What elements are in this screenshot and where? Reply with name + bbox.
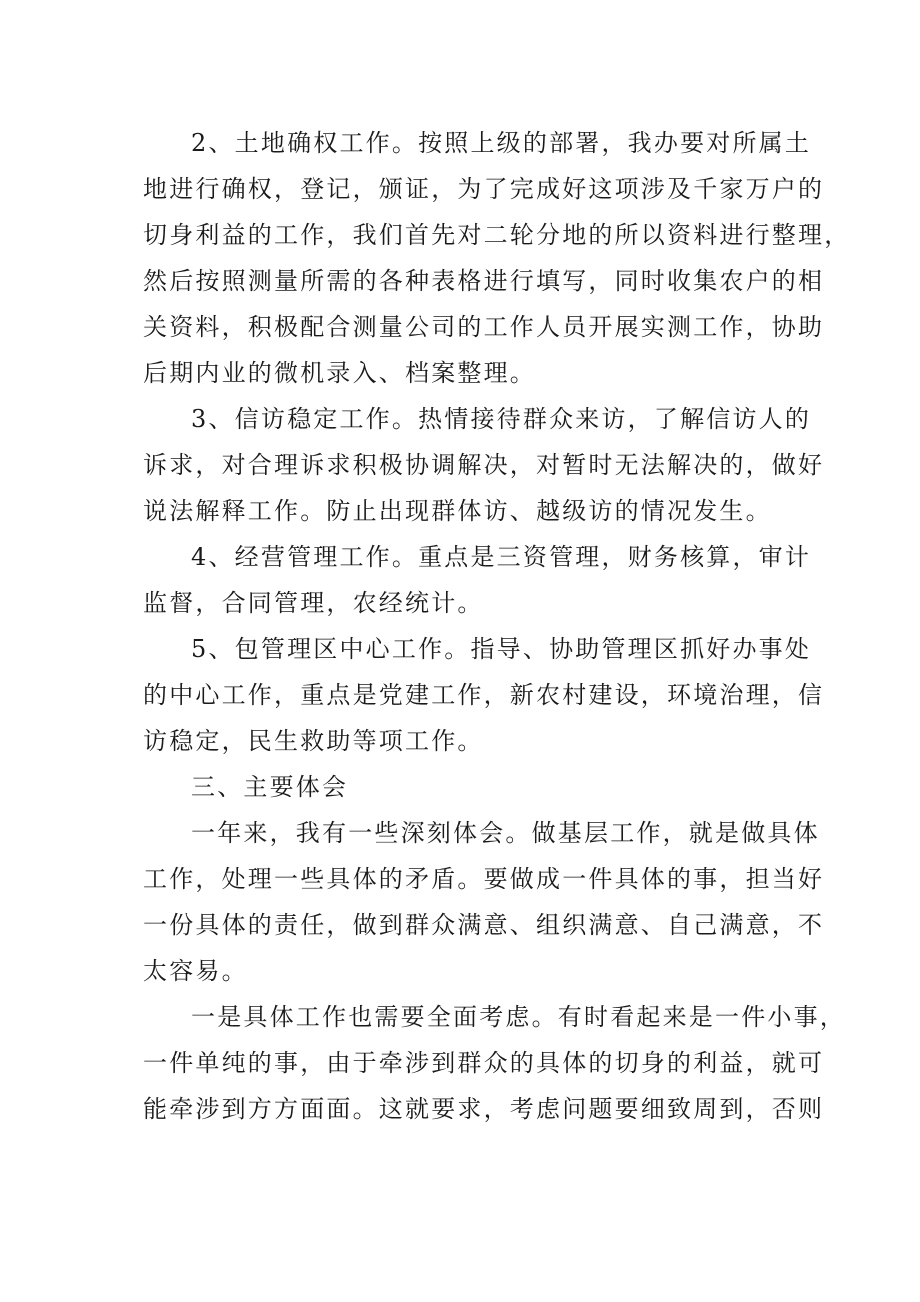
paragraph-district-center	[143, 626, 825, 764]
text-line: 能牵涉到方方面面。这就要求，考虑问题要细致周到，否则	[143, 1095, 825, 1123]
heading-text: 三、主要体会	[191, 773, 349, 801]
paragraph-experience-intro	[143, 810, 825, 994]
paragraph-petition-stability	[143, 396, 825, 534]
text-line: 地进行确权，登记，颁证，为了完成好这项涉及千家万户的	[143, 175, 825, 203]
text-line: 说法解释工作。防止出现群体访、越级访的情况发生。	[143, 497, 772, 525]
text-line: 工作，处理一些具体的矛盾。要做成一件具体的事，担当好	[143, 865, 825, 893]
paragraph-operation-management	[143, 534, 812, 626]
text-line: 一份具体的责任，做到群众满意、组织满意、自己满意，不	[143, 911, 825, 939]
text-line: 4、经营管理工作。重点是三资管理，财务核算，审计	[191, 543, 812, 571]
text-line: 一件单纯的事，由于牵涉到群众的具体的切身的利益，就可	[143, 1049, 825, 1077]
text-line: 的中心工作，重点是党建工作，新农村建设，环境治理，信	[143, 681, 825, 709]
text-line: 访稳定，民生救助等项工作。	[143, 727, 484, 755]
text-line: 诉求，对合理诉求积极协调解决，对暂时无法解决的，做好	[143, 451, 825, 479]
text-line: 监督，合同管理，农经统计。	[143, 589, 484, 617]
paragraph-land-rights	[143, 120, 851, 396]
text-line: 切身利益的工作，我们首先对二轮分地的所以资料进行整理，	[143, 221, 851, 249]
text-line: 一是具体工作也需要全面考虑。有时看起来是一件小事，	[191, 1003, 846, 1031]
text-line: 关资料，积极配合测量公司的工作人员开展实测工作，协助	[143, 313, 825, 341]
text-line: 一年来，我有一些深刻体会。做基层工作，就是做具体	[191, 819, 820, 847]
text-line: 2、土地确权工作。按照上级的部署，我办要对所属土	[191, 129, 812, 157]
text-line: 后期内业的微机录入、档案整理。	[143, 359, 536, 387]
text-line: 然后按照测量所需的各种表格进行填写，同时收集农户的相	[143, 267, 825, 295]
text-line: 太容易。	[143, 957, 248, 985]
section-heading	[143, 764, 807, 810]
text-line: 5、包管理区中心工作。指导、协助管理区抓好办事处	[191, 635, 812, 663]
paragraph-experience-first	[143, 994, 846, 1132]
text-line: 3、信访稳定工作。热情接待群众来访，了解信访人的	[191, 405, 812, 433]
document-body	[143, 120, 851, 1132]
